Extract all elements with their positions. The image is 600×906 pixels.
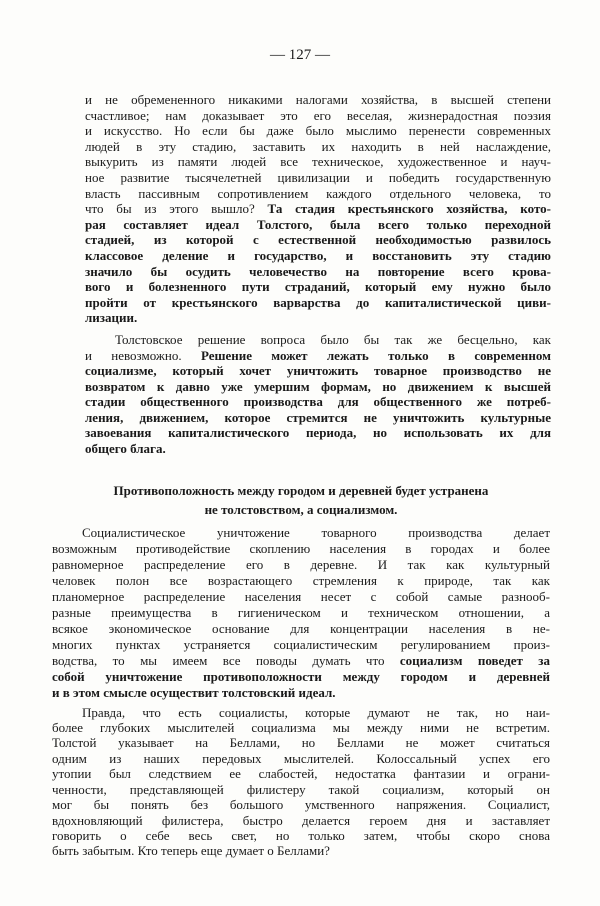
bold-text: стадией, из которой с естественной необходимостью развилось (85, 232, 551, 248)
text: возможным противодействие скоплению населения в городах и более (52, 540, 550, 556)
text: всякое экономическое основание для концентрации населения в не- (52, 620, 550, 636)
text-line (85, 332, 551, 348)
text-line (52, 589, 550, 605)
page-number: — 127 — (270, 47, 330, 63)
text: счастливое; нам доказывает это его веселая, жизнерадостная поэзия (85, 107, 551, 123)
text: равномерное распределение его в деревне. И так как культурный (52, 556, 550, 572)
text-line (85, 441, 551, 457)
text: и искусство. Но если бы даже было мыслимо перенести современных (85, 123, 551, 139)
bold-text: и в этом смысле осуществит толстовский идеал. (52, 684, 336, 700)
text-line (52, 500, 550, 519)
text: быть забытым. Кто теперь еще думает о Беллами? (52, 843, 330, 859)
text-line (85, 379, 551, 395)
text-line (85, 363, 551, 379)
bold-text: рая составляет идеал Толстого, была всего только переходной (85, 216, 551, 232)
text-line (85, 92, 551, 108)
text-line (85, 425, 551, 441)
text: водства, то мы имеем все поводы думать что (52, 652, 400, 668)
text: что бы из этого вышло? (85, 201, 268, 217)
text: Толстой указывает на Беллами, но Беллами не может считаться (52, 735, 550, 751)
text-line (85, 123, 551, 139)
bold-text: стадии общественного производства для общественного же потреб- (85, 394, 551, 410)
text: планомерное распределение населения несет с собой самые разнооб- (52, 588, 550, 604)
bold-text: Решение может лежать только в современном (200, 347, 552, 363)
bold-text: социализме, который хочет уничтожить товарное производство не (85, 363, 551, 379)
text-line (85, 154, 551, 170)
bold-text: Та стадия крестьянского хозяйства, кото- (267, 201, 551, 217)
text-line (52, 735, 550, 750)
text: вдохновляющий филистера, быстро делается героем дня и заставляет (52, 812, 550, 828)
text-line (52, 573, 550, 589)
text: Толстовское решение вопроса было бы так же бесцельно, как (115, 331, 551, 347)
text: людей в эту стадию, заставить их находить в ней наслаждение, (85, 138, 551, 154)
paragraph-tolstoy-solution (85, 332, 551, 457)
text: и не обремененного никакими налогами хозяйства, в высшей степени (85, 92, 551, 107)
bold-text: Противоположность между городом и деревней будет устранена (113, 482, 489, 498)
text-line (52, 685, 550, 701)
text-line (52, 621, 550, 637)
text: выкурить из памяти людей все техническое, художественное и науч- (85, 154, 551, 170)
bold-text: пройти от крестьянского варварства до капиталистической циви- (85, 294, 551, 310)
text-line (85, 410, 551, 426)
text-line (85, 232, 551, 248)
text-line (52, 525, 550, 541)
bold-text: классовое деление и государство, и восстановить эту стадию (85, 247, 551, 263)
bold-text: завоевания капиталистического периода, но использовать их для (85, 425, 551, 441)
text-line (52, 557, 550, 573)
text-line (52, 843, 550, 858)
text-line (85, 348, 551, 364)
bold-text: значило бы осудить человечество на повторение всего крова- (85, 263, 551, 279)
text: одним из наших передовых мыслителей. Колоссальный успех его (52, 750, 550, 766)
text-line (52, 751, 550, 766)
text-line (85, 279, 551, 295)
text-line (85, 248, 551, 264)
bold-text: общего блага. (85, 441, 166, 457)
bold-text: возвратом к давно уже умершим формам, но движением к высшей (85, 378, 551, 394)
text: власть пассивным сопротивлением каждого отдельного человека, то (85, 185, 551, 201)
text-line (85, 186, 551, 202)
paragraph-bellamy (52, 705, 550, 859)
text-line (52, 828, 550, 843)
text-line (85, 264, 551, 280)
text-line (52, 481, 550, 500)
text-line (85, 170, 551, 186)
text-line (85, 108, 551, 124)
text-line (52, 705, 550, 720)
bold-text: собой уничтожение противоположности между городом и деревней (52, 668, 550, 684)
text: ное развитие тысячелетней цивилизации и победить государственную (85, 169, 551, 185)
text: человек полон все возрастающего стремления к природе, так как (52, 572, 550, 588)
text: ченности, представляющей филистеру такой социализм, который он (52, 781, 550, 797)
text-line (85, 310, 551, 326)
text: Правда, что есть социалисты, которые думают не так, но наи- (82, 704, 550, 720)
text-line (52, 637, 550, 653)
text: многих пунктах устраняется социалистическим регулированием произ- (52, 636, 550, 652)
text: Социалистическое уничтожение товарного производства делает (82, 524, 550, 540)
page-body (0, 92, 600, 859)
text: и невозможно. (85, 347, 201, 363)
bold-text: лизации. (85, 310, 138, 326)
bold-text: ления, движением, которое стремится не уничтожить культурные (85, 409, 551, 425)
text: утопии был следствием ее слабостей, недостатка фантазии и ограни- (52, 766, 550, 782)
text-line (52, 766, 550, 781)
text-line (52, 797, 550, 812)
text-line (52, 782, 550, 797)
text-line (85, 201, 551, 217)
text: разные преимущества в гигиеническом и техническом отношении, а (52, 604, 550, 620)
text-line (52, 720, 550, 735)
text-line (52, 669, 550, 685)
text-line (85, 295, 551, 311)
text-line (85, 394, 551, 410)
text-line (85, 139, 551, 155)
text: говорить о себе весь свет, но только затем, чтобы скоро снова (52, 827, 550, 843)
section-heading (52, 481, 550, 519)
text-line (52, 813, 550, 828)
text-line (52, 605, 550, 621)
bold-text: вого и болезненного пути страданий, который ему нужно было (85, 279, 551, 295)
bold-text: социализм поведет за (399, 652, 550, 668)
paragraph-continued (85, 92, 551, 326)
text-line (85, 217, 551, 233)
text-line (52, 653, 550, 669)
text: более глубоких мыслителей социализма мы между ними не встретим. (52, 720, 550, 736)
paragraph-socialist-abolition (52, 525, 550, 701)
text-line (52, 541, 550, 557)
text: мог бы понять без большого умственного напряжения. Социалист, (52, 797, 550, 813)
bold-text: не толстовством, а социализмом. (204, 501, 398, 517)
